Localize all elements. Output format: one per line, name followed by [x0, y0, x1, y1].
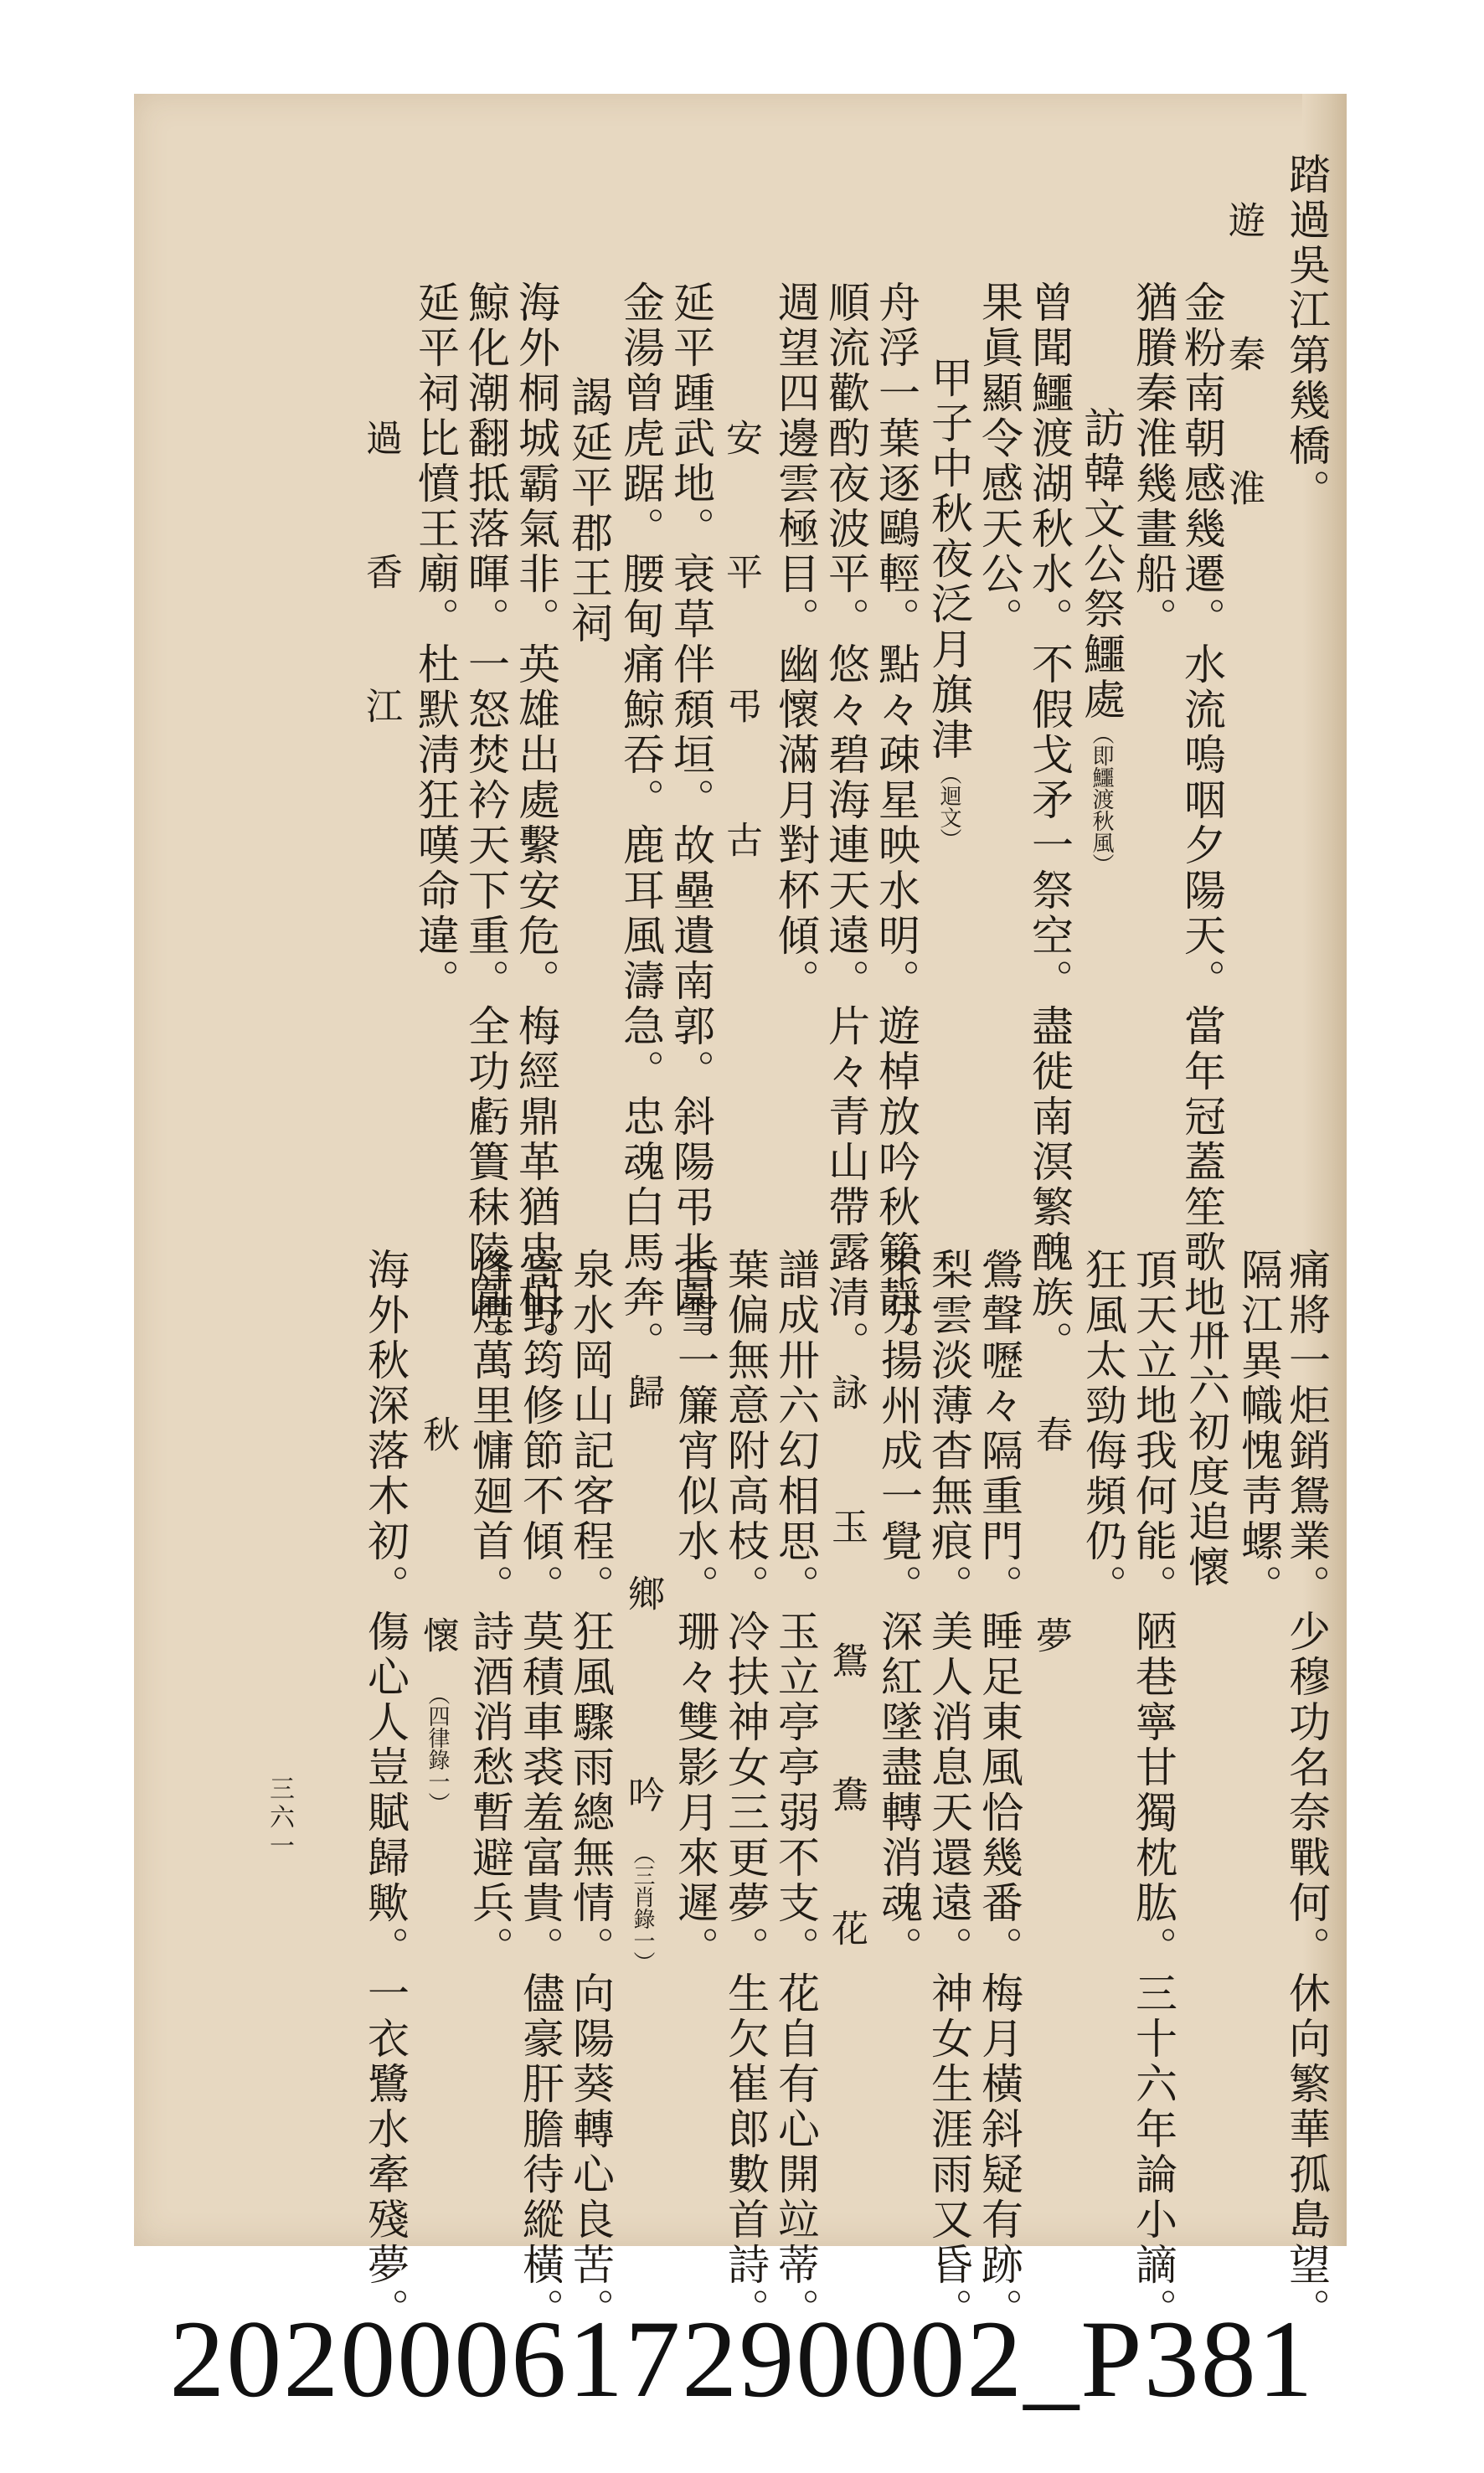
archive-id-caption: 202000617290002_P381 — [169, 2297, 1315, 2420]
poem-title — [1077, 406, 1126, 875]
verse-line: 烽煙萬里慵廻首。詩酒消愁暫避兵。 — [466, 1248, 514, 1971]
verse-line: 狂風太勁侮頻仍。 — [1079, 1248, 1127, 1610]
page-number: 三六一 — [265, 1775, 294, 1861]
poem-title-note: （三肖錄一） — [630, 1842, 655, 1973]
verse-line: 舟浮一葉逐鷗輕。點々疎星映水明。遊棹放吟秋籟靜。 — [872, 281, 920, 1366]
verse-line: 不分揚州成一覺。深紅墜盡轉消魂。 — [874, 1248, 923, 1971]
verse-line: 踏過吳江第幾橋。 — [1282, 152, 1331, 514]
poem-title: 安 平 弔 古 — [719, 419, 762, 888]
verse-line: 香雪一簾宵似水。珊々雙影月來遲。 — [671, 1248, 719, 1971]
verse-line: 猶賸秦淮幾畫船。 — [1129, 281, 1177, 642]
verse-line: 週望四邊雲極目。幽懷滿月對杯傾。 — [771, 281, 820, 1004]
verse-line: 金粉南朝感幾遷。水流嗚咽夕陽天。當年冠蓋笙歌地。 — [1177, 281, 1226, 1366]
verse-line: 譜成卅六幻相思。玉立亭亭弱不支。花自有心開竝蒂。 — [771, 1248, 820, 2333]
verse-line: 曾聞鱷渡湖秋水。不假戈矛一祭空。盡徙南溟繁醜族。 — [1025, 281, 1074, 1366]
verse-line: 葉偏無意附高枝。冷扶神女三更夢。生欠崔郎數首詩。 — [721, 1248, 770, 2333]
poem-title — [925, 356, 973, 850]
verse-line: 金湯曾虎踞。腰甸痛鯨吞。鹿耳風濤急。忠魂白馬奔。 — [616, 281, 665, 1366]
verse-line: 泉水岡山記客程。狂風驟雨總無情。向陽葵轉心良苦。 — [566, 1248, 615, 2333]
poem-title: 遊 秦 淮 — [1222, 201, 1265, 536]
verse-line: 寄野筠修節不傾。莫積車裘羞富貴。儘豪肝膽待縱橫。 — [516, 1248, 564, 2333]
verse-line: 海外秋深落木初。傷心人豈賦歸歟。一衣鷺水牽殘夢。 — [361, 1248, 410, 2333]
verse-line: 痛將一炬銷鴛業。少穆功名奈戰何。休向繁華孤島望。 — [1282, 1248, 1331, 2333]
poem-title-text: 秋 懷 — [416, 1415, 459, 1683]
poem-title — [621, 1373, 664, 1973]
poem-title-note: （即鱷渡秋風） — [1089, 723, 1114, 875]
verse-line: 梨雲淡薄杳無痕。美人消息天還遠。神女生涯雨又昏。 — [925, 1248, 973, 2333]
verse-line: 隔江異幟愧靑螺。 — [1234, 1248, 1283, 1610]
verse-line: 延平祠比憤王廟。杜默淸狂嘆命違。 — [411, 281, 460, 1004]
poem-title-text: 歸 鄉 吟 — [621, 1373, 664, 1842]
poem-title-text: 甲子中秋夜泛月旗津 — [925, 356, 973, 763]
poem-title-text: 訪韓文公祭鱷處 — [1077, 406, 1126, 723]
poem-title — [416, 1415, 459, 1814]
poem-title: 卅六初度追懷 — [1182, 1319, 1230, 1590]
verse-line: 延平踵武地。衰草伴頹垣。故壘遺南郭。斜陽弔北園。 — [667, 281, 715, 1366]
poem-title: 過 香 江 — [359, 419, 402, 754]
poem-title: 詠 玉 鴛 鴦 花 — [825, 1373, 868, 1976]
poem-title-note: （迴文） — [936, 763, 961, 850]
poem-title: 春 夢 — [1029, 1415, 1072, 1683]
verse-line: 鯨化潮翻抵落暉。一怒焚衿天下重。全功虧簣秣陵圍。 — [461, 281, 510, 1366]
poem-title-note: （四律錄一） — [425, 1683, 450, 1814]
poem-title: 謁延平郡王祠 — [564, 375, 613, 647]
verse-line: 海外桐城霸氣非。英雄出處繫安危。梅經鼎革猶忠柏。 — [512, 281, 560, 1366]
verse-line: 果眞顯令感天公。 — [975, 281, 1023, 642]
verse-line: 順流歡酌夜波平。悠々碧海連天遠。片々青山帶露清。 — [822, 281, 870, 1366]
verse-line: 鶯聲嚦々隔重門。睡足東風恰幾番。梅月橫斜疑有跡。 — [975, 1248, 1023, 2333]
verse-line: 頂天立地我何能。陋巷寧甘獨枕肱。三十六年論小謫。 — [1129, 1248, 1177, 2333]
